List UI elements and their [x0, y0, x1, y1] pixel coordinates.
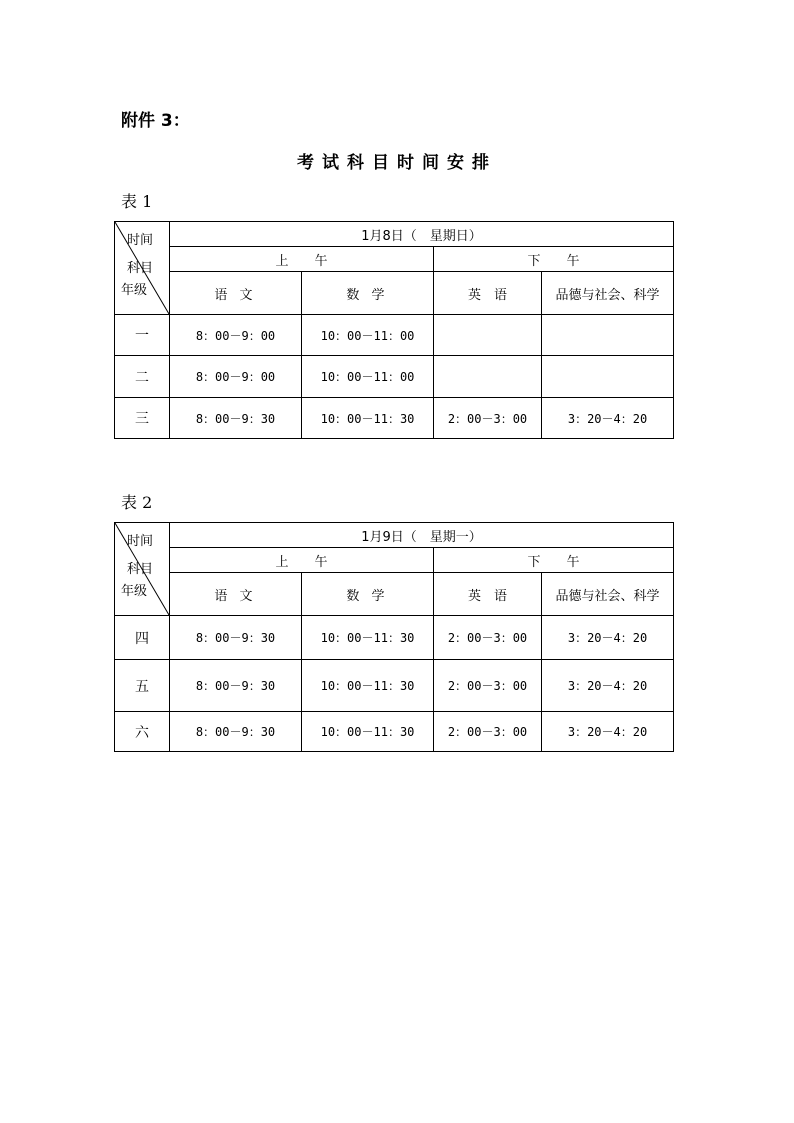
time-cell: 8：00－9：30 — [170, 398, 302, 439]
time-cell — [542, 356, 674, 398]
table-row — [115, 616, 674, 660]
time-cell — [542, 315, 674, 356]
schedule-table-2 — [114, 522, 674, 752]
time-cell: 2：00－3：00 — [434, 712, 542, 752]
time-cell: 10：00－11：00 — [302, 356, 434, 398]
subject-header: 语 文 — [170, 573, 302, 616]
grade-cell: 五 — [115, 660, 170, 712]
time-cell: 10：00－11：30 — [302, 712, 434, 752]
subject-header: 品德与社会、科学 — [542, 573, 674, 616]
table-row — [115, 660, 674, 712]
afternoon-header: 下 午 — [434, 247, 674, 272]
time-cell: 3：20－4：20 — [542, 660, 674, 712]
date-header: 1月9日（ 星期一） — [170, 523, 674, 548]
subject-header: 语 文 — [170, 272, 302, 315]
subject-header: 数 学 — [302, 573, 434, 616]
grade-cell: 三 — [115, 398, 170, 439]
table-row — [115, 712, 674, 752]
grade-cell: 二 — [115, 356, 170, 398]
subject-header: 品德与社会、科学 — [542, 272, 674, 315]
time-cell: 3：20－4：20 — [542, 398, 674, 439]
corner-grade-label: 年级 — [121, 283, 148, 298]
time-cell: 2：00－3：00 — [434, 660, 542, 712]
time-cell: 8：00－9：00 — [170, 356, 302, 398]
subject-header: 英 语 — [434, 272, 542, 315]
time-cell: 10：00－11：30 — [302, 398, 434, 439]
time-cell: 10：00－11：30 — [302, 660, 434, 712]
time-cell: 8：00－9：30 — [170, 712, 302, 752]
time-cell: 3：20－4：20 — [542, 712, 674, 752]
afternoon-header: 下 午 — [434, 548, 674, 573]
table-row — [115, 356, 674, 398]
grade-cell: 六 — [115, 712, 170, 752]
document-title: 考试科目时间安排 — [297, 153, 497, 173]
time-cell: 8：00－9：30 — [170, 660, 302, 712]
date-header: 1月8日（ 星期日） — [170, 222, 674, 247]
subject-header: 数 学 — [302, 272, 434, 315]
table-1-label: 表 1 — [121, 192, 153, 211]
time-cell: 10：00－11：00 — [302, 315, 434, 356]
corner-header-cell — [115, 523, 170, 616]
time-cell — [434, 315, 542, 356]
corner-header-cell — [115, 222, 170, 315]
time-cell: 3：20－4：20 — [542, 616, 674, 660]
table-row — [115, 398, 674, 439]
time-cell: 10：00－11：30 — [302, 616, 434, 660]
corner-subject-label: 科目 — [127, 261, 154, 276]
time-cell — [434, 356, 542, 398]
subject-header: 英 语 — [434, 573, 542, 616]
grade-cell: 四 — [115, 616, 170, 660]
time-cell: 2：00－3：00 — [434, 616, 542, 660]
table-row — [115, 315, 674, 356]
corner-time-label: 时间 — [127, 534, 154, 549]
time-cell: 8：00－9：30 — [170, 616, 302, 660]
corner-grade-label: 年级 — [121, 584, 148, 599]
table-2-label: 表 2 — [121, 493, 153, 512]
time-cell: 2：00－3：00 — [434, 398, 542, 439]
corner-subject-label: 科目 — [127, 562, 154, 577]
morning-header: 上 午 — [170, 548, 434, 573]
morning-header: 上 午 — [170, 247, 434, 272]
attachment-label: 附件 3： — [121, 111, 190, 131]
time-cell: 8：00－9：00 — [170, 315, 302, 356]
schedule-table-1 — [114, 221, 674, 439]
corner-time-label: 时间 — [127, 233, 154, 248]
grade-cell: 一 — [115, 315, 170, 356]
